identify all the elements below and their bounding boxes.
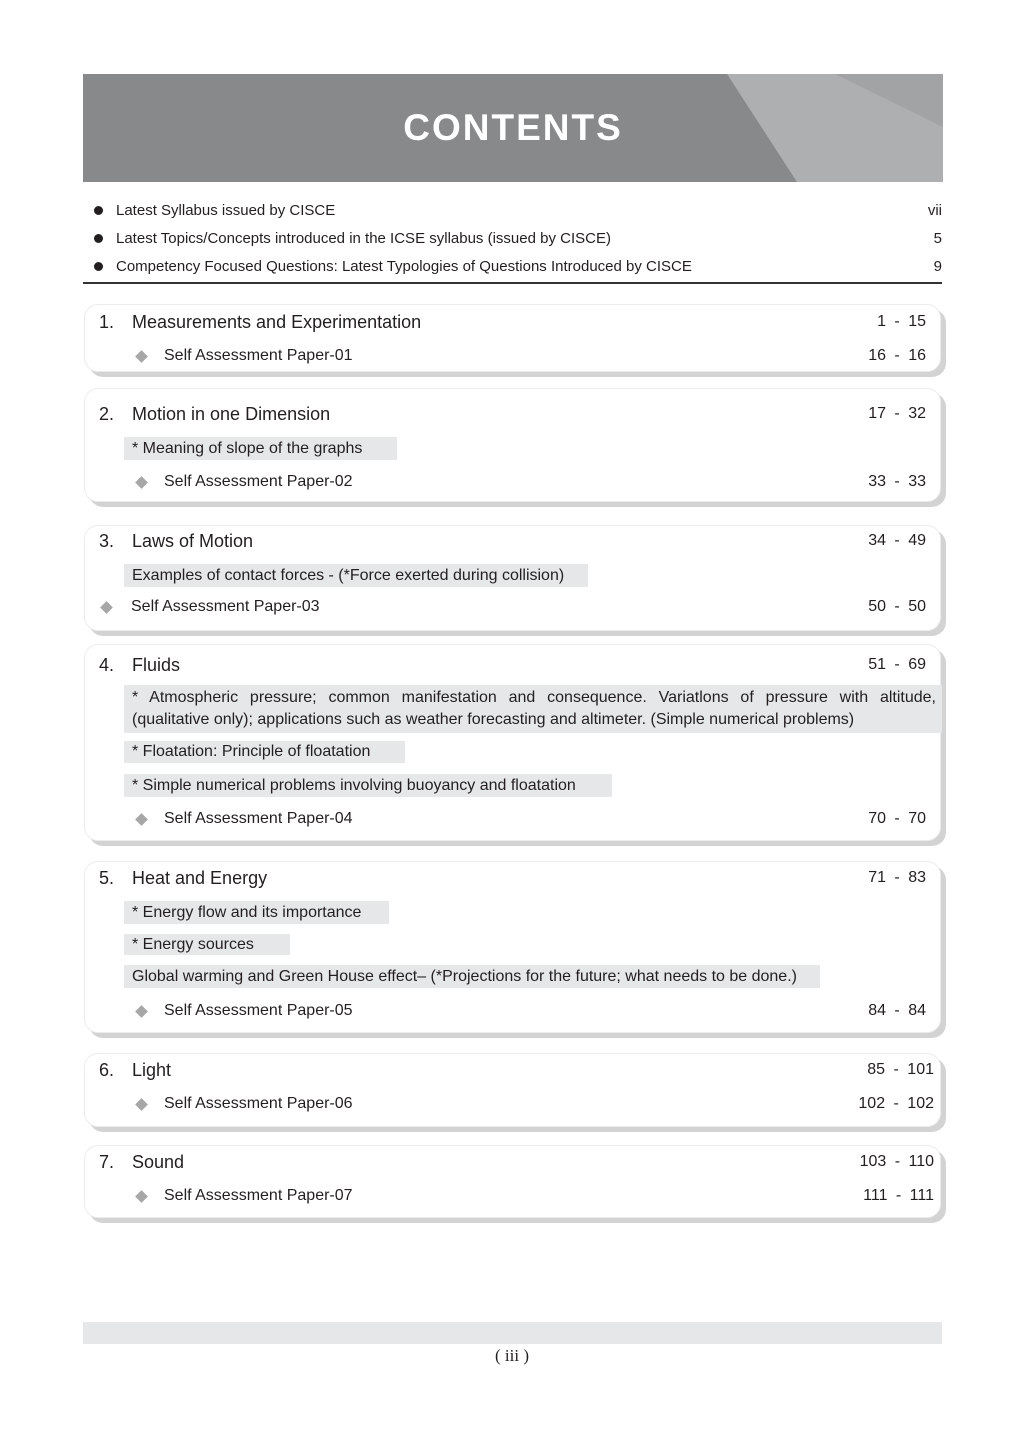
chapter-card-heat-energy bbox=[84, 861, 941, 1033]
assessment-label: Self Assessment Paper-02 bbox=[164, 473, 353, 490]
new-topic-highlight: * Atmospheric pressure; common manifestation and consequence. Variatlons of pressure with altitude, (qualitative only); applications such as weather forecasting and altimeter. (Simple numerical problems) bbox=[124, 685, 942, 733]
bullet-icon bbox=[94, 234, 103, 243]
intro-item-page: 9 bbox=[933, 257, 942, 275]
intro-item[interactable] bbox=[83, 252, 943, 280]
chapter-card-sound bbox=[84, 1145, 941, 1218]
chapter-pages: 85 - 101 bbox=[867, 1061, 934, 1078]
chapter-heading[interactable] bbox=[85, 1149, 940, 1175]
assessment-row[interactable] bbox=[85, 807, 940, 831]
chapter-card-laws-of-motion bbox=[84, 525, 941, 631]
chapter-pages: 34 - 49 bbox=[868, 532, 926, 549]
assessment-row[interactable] bbox=[85, 1184, 940, 1208]
new-topic-highlight: * Floatation: Principle of floatation bbox=[124, 741, 405, 763]
new-topic-highlight: Examples of contact forces - (*Force exerted during collision) bbox=[124, 564, 588, 587]
assessment-pages: 16 - 16 bbox=[868, 347, 926, 364]
chapter-heading[interactable] bbox=[85, 528, 940, 554]
intro-item-page: vii bbox=[927, 201, 942, 219]
assessment-row[interactable] bbox=[85, 344, 940, 368]
new-topic-highlight: * Energy flow and its importance bbox=[124, 901, 389, 924]
new-topic-highlight: * Meaning of slope of the graphs bbox=[124, 437, 397, 460]
intro-item[interactable] bbox=[83, 196, 943, 224]
bullet-icon bbox=[94, 262, 103, 271]
chapter-number: 5. bbox=[99, 867, 115, 888]
page-number: ( iii ) bbox=[495, 1346, 529, 1365]
assessment-pages: 102 - 102 bbox=[858, 1095, 934, 1112]
chapter-card-light bbox=[84, 1053, 941, 1127]
chapter-pages: 51 - 69 bbox=[868, 656, 926, 673]
assessment-pages: 70 - 70 bbox=[868, 810, 926, 827]
intro-list bbox=[83, 196, 943, 280]
diamond-bullet-icon bbox=[135, 350, 148, 363]
assessment-pages: 84 - 84 bbox=[868, 1002, 926, 1019]
chapter-heading[interactable] bbox=[85, 865, 940, 891]
assessment-row[interactable] bbox=[85, 595, 940, 619]
diamond-bullet-icon bbox=[100, 601, 113, 614]
assessment-pages: 50 - 50 bbox=[868, 598, 926, 615]
footer-bar bbox=[83, 1322, 942, 1344]
new-topic-highlight: * Simple numerical problems involving buoyancy and floatation bbox=[124, 774, 612, 797]
assessment-pages: 33 - 33 bbox=[868, 473, 926, 490]
chapter-number: 1. bbox=[99, 311, 115, 332]
chapter-title: Motion in one Dimension bbox=[132, 403, 331, 424]
diamond-bullet-icon bbox=[135, 1098, 148, 1111]
intro-item-label: Latest Syllabus issued by CISCE bbox=[116, 201, 336, 219]
bullet-icon bbox=[94, 206, 103, 215]
chapter-title: Measurements and Experimentation bbox=[132, 311, 422, 332]
chapter-title: Sound bbox=[132, 1151, 185, 1172]
chapter-number: 3. bbox=[99, 530, 115, 551]
assessment-label: Self Assessment Paper-04 bbox=[164, 810, 353, 827]
chapter-pages: 71 - 83 bbox=[868, 869, 926, 886]
chapter-title: Laws of Motion bbox=[132, 530, 254, 551]
assessment-label: Self Assessment Paper-05 bbox=[164, 1002, 353, 1019]
chapter-pages: 1 - 15 bbox=[877, 313, 926, 330]
chapter-title: Fluids bbox=[132, 654, 181, 675]
assessment-row[interactable] bbox=[85, 1092, 940, 1116]
chapter-heading[interactable] bbox=[85, 1057, 940, 1083]
page-title: CONTENTS bbox=[403, 107, 623, 148]
chapter-heading[interactable] bbox=[85, 401, 940, 427]
assessment-label: Self Assessment Paper-06 bbox=[164, 1095, 353, 1112]
intro-item[interactable] bbox=[83, 224, 943, 252]
intro-item-label: Latest Topics/Concepts introduced in the ICSE syllabus (issued by CISCE) bbox=[116, 229, 611, 247]
intro-item-label: Competency Focused Questions: Latest Typologies of Questions Introduced by CISCE bbox=[116, 257, 692, 275]
chapter-title: Heat and Energy bbox=[132, 867, 268, 888]
chapter-heading[interactable] bbox=[85, 309, 940, 335]
diamond-bullet-icon bbox=[135, 1005, 148, 1018]
chapter-number: 4. bbox=[99, 654, 115, 675]
assessment-row[interactable] bbox=[85, 470, 940, 494]
chapter-card-motion bbox=[84, 388, 941, 502]
diamond-bullet-icon bbox=[135, 813, 148, 826]
contents-header-banner bbox=[83, 74, 943, 182]
chapter-number: 6. bbox=[99, 1059, 115, 1080]
new-topic-highlight: Global warming and Green House effect– (*Projections for the future; what needs to be done.) bbox=[124, 965, 820, 988]
chapter-card-fluids bbox=[84, 644, 941, 841]
assessment-label: Self Assessment Paper-03 bbox=[131, 598, 320, 615]
chapter-number: 7. bbox=[99, 1151, 115, 1172]
section-divider bbox=[83, 282, 942, 284]
diamond-bullet-icon bbox=[135, 1190, 148, 1203]
chapter-title: Light bbox=[132, 1059, 172, 1080]
chapter-pages: 103 - 110 bbox=[859, 1153, 934, 1170]
assessment-row[interactable] bbox=[85, 999, 940, 1023]
chapter-number: 2. bbox=[99, 403, 115, 424]
assessment-label: Self Assessment Paper-07 bbox=[164, 1187, 353, 1204]
chapter-pages: 17 - 32 bbox=[868, 405, 926, 422]
diamond-bullet-icon bbox=[135, 476, 148, 489]
intro-item-page: 5 bbox=[933, 229, 942, 247]
assessment-label: Self Assessment Paper-01 bbox=[164, 347, 353, 364]
chapter-heading[interactable] bbox=[85, 652, 940, 678]
new-topic-highlight: * Energy sources bbox=[124, 934, 290, 955]
chapter-card-measurements bbox=[84, 304, 941, 372]
assessment-pages: 111 - 111 bbox=[863, 1187, 934, 1204]
